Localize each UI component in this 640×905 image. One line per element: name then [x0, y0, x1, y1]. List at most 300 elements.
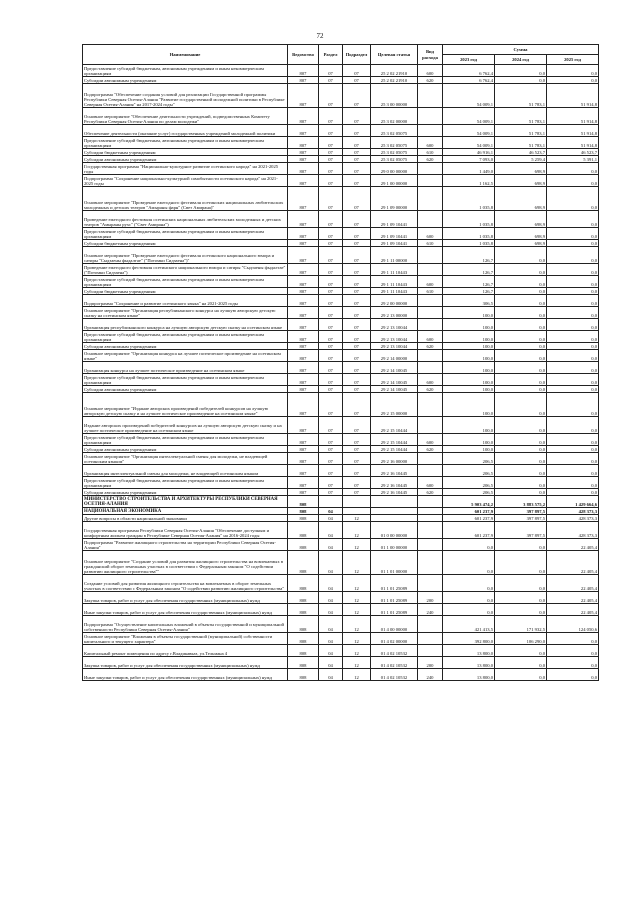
row-sum-2023: 206,5	[443, 489, 495, 496]
row-ved: 807	[288, 84, 319, 108]
row-sum-2023: 100,0	[443, 319, 495, 331]
table-row	[83, 156, 599, 163]
row-sum-2023: 46 916,1	[443, 149, 495, 156]
row-sum-2025: 0,0	[547, 417, 599, 434]
row-ved: 807	[288, 163, 319, 175]
row-ved: 807	[288, 489, 319, 496]
table-row	[83, 604, 599, 616]
row-razdel: 07	[319, 175, 343, 187]
row-target-article: 25 3 02 05075	[371, 156, 418, 163]
row-ved: 808	[288, 669, 319, 681]
table-row	[83, 645, 599, 657]
row-sum-2023: 306,5	[443, 295, 495, 307]
row-sum-2025: 0,0	[547, 477, 599, 489]
row-ved: 808	[288, 592, 319, 604]
row-sum-2024: 51 783,1	[495, 137, 547, 149]
row-sum-2025: 51 914,8	[547, 84, 599, 108]
row-podrazdel: 07	[343, 77, 371, 84]
row-sum-2023: 601 237,9	[443, 522, 495, 539]
row-ved: 807	[288, 276, 319, 288]
row-target-article: 29 2 16 10445	[371, 489, 418, 496]
row-name: Основное мероприятие "Проведение ежегодного фестиваля осетинских национальных любительских молодежных и детских театров "Амыраны фарн" (Свет Амирана)"	[83, 187, 288, 211]
row-target-article: 01 1 01 25089	[371, 604, 418, 616]
row-sum-2023: 54 009,1	[443, 108, 495, 125]
table-row	[83, 77, 599, 84]
row-sum-2024: 0,0	[495, 489, 547, 496]
row-podrazdel: 12	[343, 604, 371, 616]
row-podrazdel	[343, 508, 371, 515]
row-name: Организация конкурса на лучшее поэтическое произведение на осетинском языке	[83, 362, 288, 374]
row-ved: 807	[288, 187, 319, 211]
table-row	[83, 84, 599, 108]
row-expense-type: 610	[418, 149, 443, 156]
row-podrazdel: 07	[343, 295, 371, 307]
row-name: Субсидии бюджетным учреждениям	[83, 288, 288, 295]
row-expense-type	[418, 551, 443, 575]
row-expense-type: 620	[418, 77, 443, 84]
page-number: 72	[316, 32, 324, 40]
row-sum-2024: 698,9	[495, 163, 547, 175]
row-expense-type	[418, 264, 443, 276]
row-target-article	[371, 515, 418, 522]
row-sum-2023: 601 237,9	[443, 508, 495, 515]
row-expense-type	[418, 515, 443, 522]
row-ved: 807	[288, 434, 319, 446]
row-name: Основное мероприятие "Создание условий для развития жилищного строительства на вовлекаемых в гражданский оборот земельных участках в соответствии с Федеральным законом "О содействии развитию жилищного строительства""	[83, 551, 288, 575]
row-sum-2025: 428 373,3	[547, 522, 599, 539]
row-expense-type	[418, 247, 443, 264]
row-ved: 807	[288, 343, 319, 350]
row-expense-type	[418, 125, 443, 137]
row-sum-2023: 54 009,1	[443, 125, 495, 137]
table-row	[83, 307, 599, 319]
row-expense-type: 600	[418, 137, 443, 149]
row-podrazdel: 07	[343, 386, 371, 393]
row-target-article: 29 1 09 10441	[371, 240, 418, 247]
row-sum-2024: 698,9	[495, 211, 547, 228]
row-sum-2023: 601 237,9	[443, 515, 495, 522]
row-sum-2024: 5 259,4	[495, 156, 547, 163]
table-row	[83, 551, 599, 575]
row-podrazdel: 07	[343, 453, 371, 465]
row-razdel: 07	[319, 137, 343, 149]
row-sum-2023: 100,0	[443, 331, 495, 343]
row-expense-type	[418, 319, 443, 331]
row-name: Субсидии автономным учреждениям	[83, 386, 288, 393]
row-sum-2025: 1 429 664,6	[547, 496, 599, 508]
row-razdel: 04	[319, 522, 343, 539]
table-row	[83, 489, 599, 496]
table-row	[83, 669, 599, 681]
row-expense-type: 620	[418, 156, 443, 163]
row-name: Основное мероприятие "Проведение ежегодного фестиваля осетинского национального юмора и сатиры "Сыдзаены фыдалтае" ("Потомки Сидзаена")"	[83, 247, 288, 264]
row-sum-2023: 0,0	[443, 539, 495, 551]
row-target-article: 29 1 11 00000	[371, 247, 418, 264]
row-target-article: 01 4 02 10532	[371, 645, 418, 657]
table-row	[83, 592, 599, 604]
row-expense-type: 600	[418, 228, 443, 240]
row-razdel: 07	[319, 307, 343, 319]
row-podrazdel	[343, 496, 371, 508]
row-ved: 807	[288, 319, 319, 331]
row-podrazdel: 07	[343, 264, 371, 276]
row-sum-2024: 397 897,5	[495, 508, 547, 515]
row-target-article	[371, 508, 418, 515]
row-razdel: 07	[319, 228, 343, 240]
row-podrazdel: 07	[343, 331, 371, 343]
row-razdel: 07	[319, 465, 343, 477]
row-expense-type: 200	[418, 592, 443, 604]
row-ved: 808	[288, 604, 319, 616]
row-sum-2024: 0,0	[495, 539, 547, 551]
row-expense-type: 620	[418, 489, 443, 496]
row-name: Издание авторских произведений победителей конкурсов на лучшую авторскую детскую сказку и на лучшее поэтическое произведение на осетинском языке	[83, 417, 288, 434]
row-ved: 807	[288, 108, 319, 125]
table-row	[83, 465, 599, 477]
row-ved: 808	[288, 633, 319, 645]
row-sum-2024: 698,9	[495, 240, 547, 247]
row-sum-2025: 22 405,4	[547, 592, 599, 604]
row-ved: 808	[288, 645, 319, 657]
row-podrazdel: 12	[343, 575, 371, 592]
row-target-article: 01 4 02 10532	[371, 669, 418, 681]
table-row	[83, 343, 599, 350]
row-target-article: 29 2 14 10045	[371, 374, 418, 386]
row-ved: 808	[288, 508, 319, 515]
row-ved: 807	[288, 453, 319, 465]
row-sum-2024: 0,0	[495, 350, 547, 362]
table-row	[83, 350, 599, 362]
row-ved: 807	[288, 288, 319, 295]
row-target-article: 01 4 02 10532	[371, 657, 418, 669]
row-ved: 807	[288, 477, 319, 489]
row-razdel: 04	[319, 604, 343, 616]
row-expense-type	[418, 307, 443, 319]
header-year-2023: 2023 год	[443, 55, 495, 65]
row-target-article: 29 2 13 10044	[371, 319, 418, 331]
row-sum-2025: 0,0	[547, 386, 599, 393]
row-razdel: 07	[319, 350, 343, 362]
row-sum-2024: 3 883 575,2	[495, 496, 547, 508]
row-sum-2024: 51 783,1	[495, 125, 547, 137]
row-expense-type	[418, 522, 443, 539]
row-sum-2024: 0,0	[495, 343, 547, 350]
row-sum-2023: 126,7	[443, 264, 495, 276]
row-target-article: 29 2 13 00000	[371, 307, 418, 319]
row-ved: 807	[288, 77, 319, 84]
row-target-article: 29 2 16 00000	[371, 453, 418, 465]
row-sum-2023: 0,0	[443, 575, 495, 592]
row-target-article: 29 2 13 10044	[371, 331, 418, 343]
row-sum-2024: 0,0	[495, 417, 547, 434]
row-sum-2024: 0,0	[495, 551, 547, 575]
row-razdel: 07	[319, 149, 343, 156]
row-sum-2025: 0,0	[547, 453, 599, 465]
table-row	[83, 319, 599, 331]
row-target-article: 29 1 11 10443	[371, 288, 418, 295]
row-sum-2025: 0,0	[547, 163, 599, 175]
row-sum-2023: 126,7	[443, 288, 495, 295]
row-name: Субсидии автономным учреждениям	[83, 77, 288, 84]
row-sum-2025: 51 914,8	[547, 125, 599, 137]
row-podrazdel: 07	[343, 137, 371, 149]
row-sum-2024: 0,0	[495, 669, 547, 681]
header-expense-type: Вид расхода	[418, 45, 443, 65]
row-ved: 807	[288, 125, 319, 137]
row-sum-2023: 1 035,8	[443, 211, 495, 228]
row-expense-type	[418, 633, 443, 645]
row-sum-2025: 0,0	[547, 350, 599, 362]
row-expense-type: 620	[418, 343, 443, 350]
row-sum-2024: 0,0	[495, 362, 547, 374]
row-name: Предоставление субсидий бюджетным, автономным учреждениям и иным некоммерческим организациям	[83, 276, 288, 288]
row-name: Подпрограмма "Осуществление капитальных вложений в объекты государственной и муниципальной собственности Республики Северная Осетия-Алания"	[83, 616, 288, 633]
row-razdel: 04	[319, 575, 343, 592]
row-sum-2023: 13 800,0	[443, 669, 495, 681]
row-sum-2025: 0,0	[547, 393, 599, 417]
row-target-article: 29 2 15 10444	[371, 446, 418, 453]
row-target-article: 25 3 02 05075	[371, 137, 418, 149]
row-podrazdel: 07	[343, 393, 371, 417]
row-sum-2025: 0,0	[547, 657, 599, 669]
row-target-article: 29 1 09 00000	[371, 187, 418, 211]
row-ved: 807	[288, 350, 319, 362]
row-expense-type	[418, 616, 443, 633]
table-row	[83, 163, 599, 175]
row-podrazdel: 07	[343, 149, 371, 156]
row-ved: 808	[288, 515, 319, 522]
row-podrazdel: 07	[343, 477, 371, 489]
row-sum-2024: 0,0	[495, 77, 547, 84]
row-ved: 807	[288, 247, 319, 264]
row-sum-2024: 0,0	[495, 288, 547, 295]
row-podrazdel: 12	[343, 592, 371, 604]
row-expense-type	[418, 84, 443, 108]
table-header	[83, 45, 599, 65]
row-sum-2024: 0,0	[495, 374, 547, 386]
row-sum-2023: 100,0	[443, 343, 495, 350]
row-sum-2025: 428 373,3	[547, 508, 599, 515]
row-sum-2025: 0,0	[547, 288, 599, 295]
row-sum-2023: 421 413,5	[443, 616, 495, 633]
row-sum-2024: 0,0	[495, 393, 547, 417]
row-ved: 807	[288, 295, 319, 307]
row-name: Предоставление субсидий бюджетным, автономным учреждениям и иным некоммерческим организациям	[83, 65, 288, 77]
row-name: Проведение ежегодного фестиваля осетинских национальных любительских молодежных и детских театров "Амыраны рухс" ("Свет Амирана")	[83, 211, 288, 228]
row-sum-2023: 100,0	[443, 434, 495, 446]
row-podrazdel: 07	[343, 175, 371, 187]
row-ved: 808	[288, 522, 319, 539]
row-name: Основное мероприятие "Обеспечение деятельности учреждений, подведомственных Комитету Республики Северная Осетия-Алания по делам молодежи"	[83, 108, 288, 125]
table-row	[83, 417, 599, 434]
row-expense-type	[418, 465, 443, 477]
table-row	[83, 240, 599, 247]
row-razdel: 07	[319, 247, 343, 264]
row-sum-2025: 0,0	[547, 295, 599, 307]
row-target-article: 25 3 02 00000	[371, 108, 418, 125]
row-sum-2025: 51 914,8	[547, 108, 599, 125]
row-target-article: 29 2 16 10445	[371, 477, 418, 489]
row-sum-2023: 1 449,0	[443, 163, 495, 175]
row-podrazdel: 07	[343, 343, 371, 350]
row-sum-2025: 22 405,4	[547, 604, 599, 616]
row-target-article: 01 1 01 25089	[371, 575, 418, 592]
row-sum-2023: 0,0	[443, 592, 495, 604]
row-expense-type: 600	[418, 477, 443, 489]
row-sum-2025: 0,0	[547, 331, 599, 343]
row-sum-2024: 0,0	[495, 465, 547, 477]
row-sum-2025: 22 405,4	[547, 551, 599, 575]
row-sum-2024: 0,0	[495, 592, 547, 604]
row-podrazdel: 07	[343, 211, 371, 228]
row-expense-type	[418, 496, 443, 508]
row-sum-2025: 0,0	[547, 240, 599, 247]
row-sum-2023: 100,0	[443, 374, 495, 386]
row-razdel: 07	[319, 163, 343, 175]
row-podrazdel: 07	[343, 350, 371, 362]
row-target-article: 01 0 00 00000	[371, 522, 418, 539]
row-razdel: 07	[319, 393, 343, 417]
table-row	[83, 175, 599, 187]
row-expense-type	[418, 175, 443, 187]
header-razdel: Раздел	[319, 45, 343, 65]
row-expense-type	[418, 211, 443, 228]
row-name: Основное мероприятие "Организация конкурса на лучшее поэтическое произведение на осетинском языке"	[83, 350, 288, 362]
table-row	[83, 508, 599, 515]
row-podrazdel: 07	[343, 307, 371, 319]
row-name: Субсидии бюджетным учреждениям	[83, 149, 288, 156]
row-target-article: 25 2 02 21910	[371, 65, 418, 77]
row-razdel: 07	[319, 288, 343, 295]
row-razdel: 07	[319, 362, 343, 374]
row-sum-2025: 0,0	[547, 633, 599, 645]
row-sum-2024: 0,0	[495, 575, 547, 592]
row-razdel: 04	[319, 551, 343, 575]
row-expense-type: 600	[418, 434, 443, 446]
row-sum-2025: 0,0	[547, 669, 599, 681]
table-row	[83, 386, 599, 393]
row-sum-2024: 0,0	[495, 295, 547, 307]
row-sum-2023: 6 762,4	[443, 65, 495, 77]
table-row	[83, 137, 599, 149]
row-sum-2025: 5 391,1	[547, 156, 599, 163]
row-ved: 808	[288, 551, 319, 575]
table-row	[83, 247, 599, 264]
row-sum-2023: 100,0	[443, 307, 495, 319]
row-expense-type: 600	[418, 65, 443, 77]
row-razdel: 07	[319, 84, 343, 108]
row-target-article: 29 2 15 00000	[371, 393, 418, 417]
row-target-article: 25 3 02 05075	[371, 125, 418, 137]
table-row	[83, 434, 599, 446]
row-target-article: 01 1 00 00000	[371, 539, 418, 551]
row-podrazdel: 12	[343, 522, 371, 539]
row-ved: 807	[288, 362, 319, 374]
row-target-article: 29 1 00 00000	[371, 175, 418, 187]
row-sum-2023: 54 009,1	[443, 84, 495, 108]
row-name: МИНИСТЕРСТВО СТРОИТЕЛЬСТВА И АРХИТЕКТУРЫ РЕСПУБЛИКИ СЕВЕРНАЯ ОСЕТИЯ-АЛАНИЯ	[83, 496, 288, 508]
row-sum-2023: 206,5	[443, 453, 495, 465]
table-row	[83, 295, 599, 307]
row-target-article: 29 2 15 10444	[371, 417, 418, 434]
row-name: Закупка товаров, работ и услуг для обеспечения государственных (муниципальных) нужд	[83, 657, 288, 669]
row-sum-2024: 0,0	[495, 645, 547, 657]
row-razdel: 07	[319, 240, 343, 247]
row-sum-2025: 0,0	[547, 228, 599, 240]
row-expense-type	[418, 417, 443, 434]
row-ved: 807	[288, 211, 319, 228]
row-podrazdel: 07	[343, 489, 371, 496]
row-podrazdel: 07	[343, 276, 371, 288]
row-expense-type	[418, 362, 443, 374]
row-podrazdel: 12	[343, 657, 371, 669]
row-podrazdel: 12	[343, 539, 371, 551]
row-razdel: 07	[319, 276, 343, 288]
row-sum-2023: 206,5	[443, 477, 495, 489]
row-ved: 807	[288, 228, 319, 240]
row-name: Предоставление субсидий бюджетным, автономным учреждениям и иным некоммерческим организациям	[83, 137, 288, 149]
row-razdel: 07	[319, 156, 343, 163]
row-sum-2023: 0,0	[443, 551, 495, 575]
row-ved: 808	[288, 496, 319, 508]
row-expense-type	[418, 163, 443, 175]
row-sum-2025: 0,0	[547, 489, 599, 496]
header-ved: Ведомство	[288, 45, 319, 65]
row-ved: 807	[288, 264, 319, 276]
row-target-article: 29 2 15 10444	[371, 434, 418, 446]
table-row	[83, 515, 599, 522]
row-ved: 807	[288, 465, 319, 477]
row-sum-2023: 6 762,4	[443, 77, 495, 84]
row-ved: 808	[288, 657, 319, 669]
row-sum-2024: 0,0	[495, 434, 547, 446]
row-razdel: 04	[319, 515, 343, 522]
row-sum-2024: 51 783,1	[495, 108, 547, 125]
row-razdel: 04	[319, 657, 343, 669]
row-expense-type: 600	[418, 276, 443, 288]
row-razdel: 07	[319, 187, 343, 211]
row-podrazdel: 12	[343, 669, 371, 681]
row-ved: 807	[288, 446, 319, 453]
row-ved: 807	[288, 393, 319, 417]
row-razdel: 07	[319, 489, 343, 496]
row-sum-2023: 100,0	[443, 417, 495, 434]
row-name: Предоставление субсидий бюджетным, автономным учреждениям и иным некоммерческим организациям	[83, 374, 288, 386]
row-sum-2024: 0,0	[495, 386, 547, 393]
row-name: Предоставление субсидий бюджетным, автономным учреждениям и иным некоммерческим организациям	[83, 477, 288, 489]
row-sum-2024: 106 290,0	[495, 633, 547, 645]
row-target-article: 29 0 00 00000	[371, 163, 418, 175]
row-sum-2024: 0,0	[495, 65, 547, 77]
row-ved: 807	[288, 331, 319, 343]
row-target-article	[371, 496, 418, 508]
row-sum-2024: 0,0	[495, 264, 547, 276]
table-row	[83, 125, 599, 137]
row-sum-2025: 0,0	[547, 77, 599, 84]
table-body	[83, 65, 599, 681]
row-sum-2024: 0,0	[495, 319, 547, 331]
row-target-article: 29 1 09 10441	[371, 228, 418, 240]
row-expense-type	[418, 575, 443, 592]
row-sum-2025: 0,0	[547, 175, 599, 187]
row-ved: 807	[288, 137, 319, 149]
row-expense-type: 600	[418, 374, 443, 386]
row-podrazdel: 07	[343, 362, 371, 374]
row-sum-2024: 0,0	[495, 276, 547, 288]
row-podrazdel: 12	[343, 633, 371, 645]
table-row	[83, 374, 599, 386]
row-target-article: 29 1 11 10443	[371, 276, 418, 288]
